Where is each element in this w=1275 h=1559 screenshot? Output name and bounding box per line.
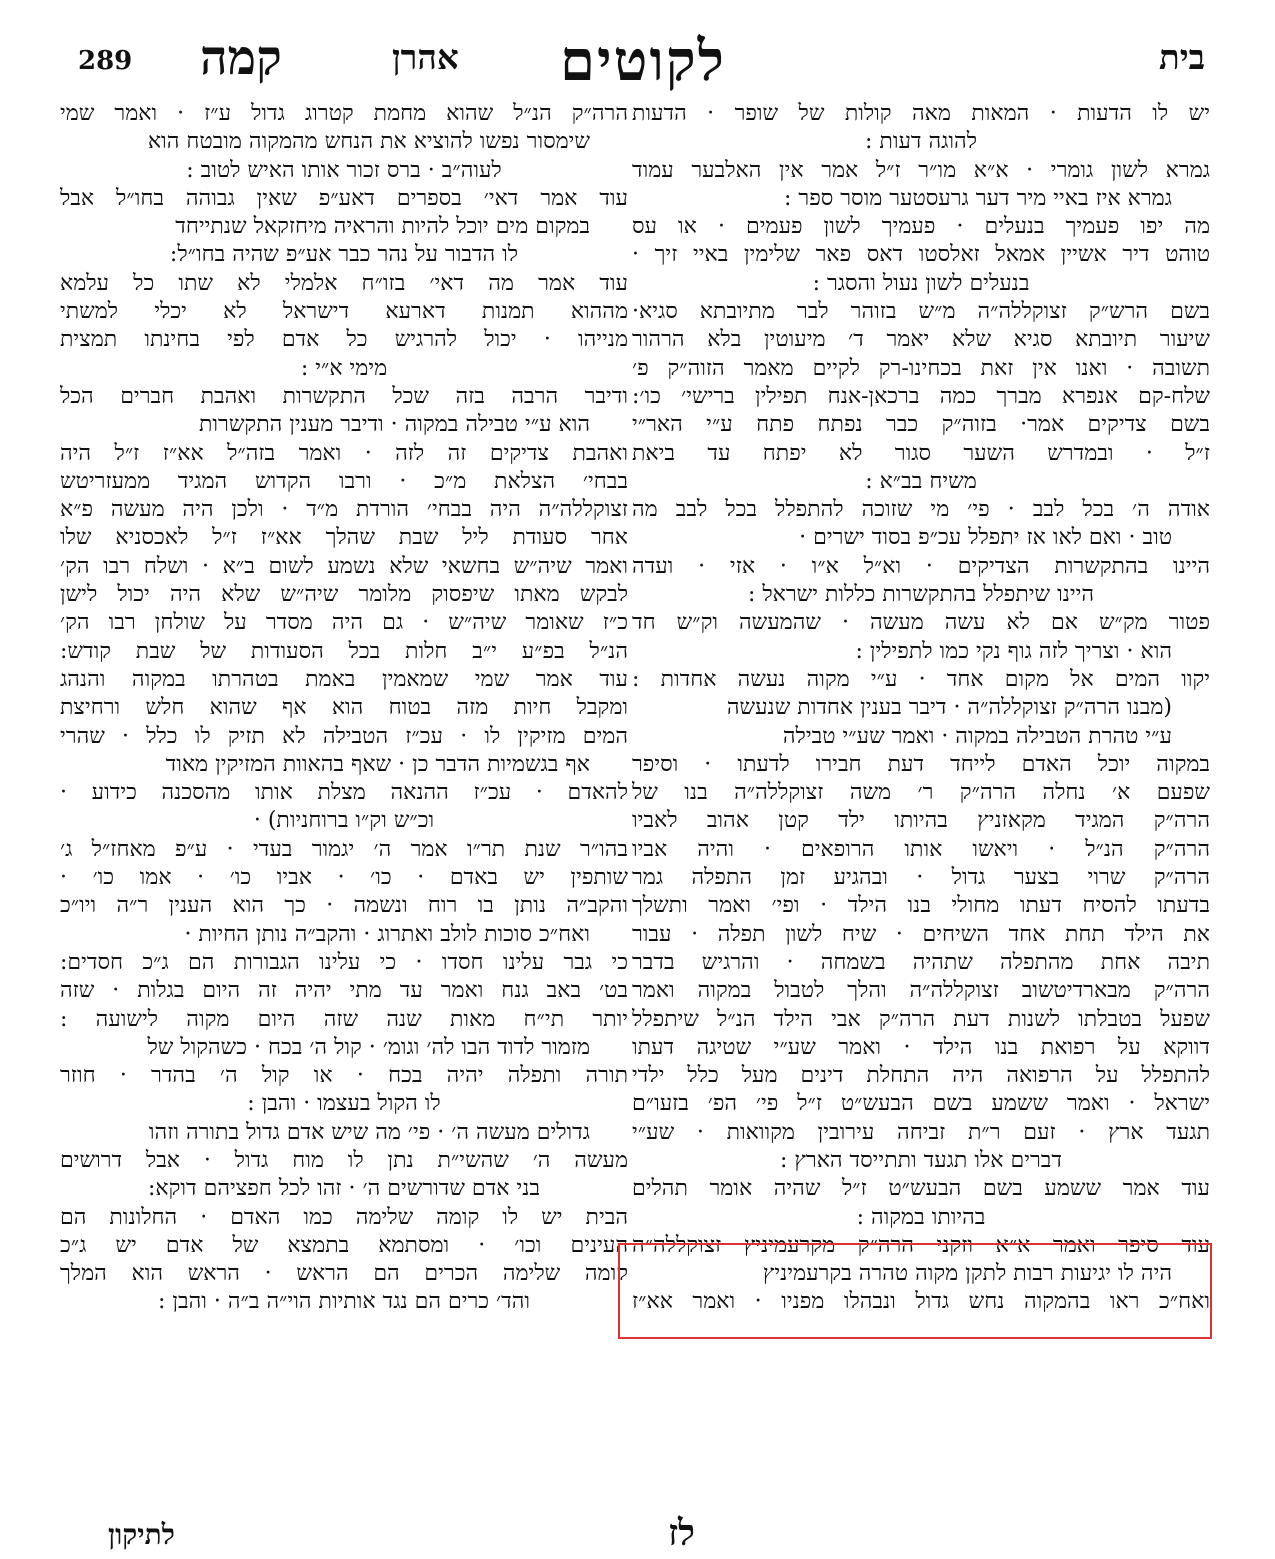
text-line: כי גבר עלינו חסדו · כי עלינו הגבורות הם ג״כ חסדים: [60,949,628,975]
text-line: אף בגשמיות הדבר כן · שאף בהאוות המזיקין מאוד [165,751,590,777]
text-line: ואח״כ סוכות לולב ואתרוג · והקב״ה נותן החיות · [184,921,590,947]
text-line: גדולים מעשה ה׳ · פי׳ מה שיש אדם גדול בתורה וזהו [148,1119,590,1145]
text-line: תורה ותפלה יהיה בכח · או קול ה׳ בהדר · חוזר [60,1063,628,1089]
text-line: לעוה״ב · ברס זכור אותו האיש לטוב : [186,157,502,183]
text-line: שיעור תיובתא סגיא שלא יאמר ד׳ מיעוטין בלא הרהור [632,327,1210,353]
text-line: (מבנו הרה״ק זצוקללה״ה · דיבר בענין אחדות שנעשה [726,695,1172,721]
text-line: יש לו הדעות · המאות מאה קולות של שופר · הדעות [632,101,1210,126]
text-line: ואמר שיה״ש בחשאי שלא נשמע לשום ב״א · ושלח רבו הק׳ [60,553,628,579]
text-line: ודיבר הרבה בזה שכל התקשרות ואהבת חברים הכל [60,383,628,409]
text-line: בשם צדיקים אמר· בזוה״ק כבר נפתח פתח ע״י האר״י [632,412,1210,438]
text-line: עוד אמר ששמע בשם הבעש״ט ז״ל שהיה אומר תהלים [632,1176,1210,1202]
left-column [60,100,628,1317]
text-line: ואח״כ ראו בהמקוה נחש גדול ונבהלו מפניו · ואמר אא״ז [632,1289,1210,1315]
text-line: במקוה יוכל האדם לייחד דעת חבירו לדעתו · וסיפר [632,751,1210,777]
text-line: אודה ה׳ בכל לבב · פי׳ מי שזוכה להתפלל בכל לבב מה [632,497,1210,523]
text-line: זצוקללה״ה היה בבחי׳ הורדת מ״ד · ולכן היה מעשה פ״א [60,497,628,523]
text-line: להתפלל על הרפואה היה התחלת דינים מעל כלל ילדי [632,1063,1210,1089]
right-column [632,100,1210,1317]
hebrew-page-number: קמה [200,30,282,86]
text-line: לו הקול בעצמו · והבן : [247,1091,441,1117]
text-line: לו הדבור על נהר כבר אע״פ שהיה בחו״ל: [169,242,519,268]
text-line: הרה״ק מבארדיטשוב זצוקללה״ה והלך לטבול במקוה ואמר [632,978,1210,1004]
text-line: להוגה דעות : [865,129,977,155]
signature-mark: לז [668,1512,695,1554]
text-line: ישראל · ואמר ששמע בשם הבעש״ט ז״ל פי׳ הפ׳ בזעו״ם [632,1091,1210,1117]
catchword: לתיקון [108,1518,175,1551]
text-line: בנעלים לשון נעול והסגר : [812,270,1030,296]
text-line: עוד אמר דאי׳ בספרים דאע״פ שאין גבוהה בחו״ל אבל [60,185,628,211]
text-line: הוא · וצריך לזה גוף נקי כמו לתפילין : [855,638,1172,664]
text-line: בדעתו להסיח דעתו מחולי בנו הילד · ופי׳ ואמר ותשלך [632,893,1210,919]
text-line: וכ״ש וק״ו ברוחניות) · [253,808,435,834]
text-line: כ״ז שאומר שיה״ש · גם היה מסדר על שולחן רבו הק׳ [60,610,628,636]
text-line: לבקש מאתו שיפסוק מלומר שיה״ש שלא היה יכול לישן [60,582,628,608]
text-line: יותר תי״ח מאות שנה שזה היום מקוה לישועה : [60,1006,628,1032]
text-line: קומה שלימה הכרים הם הראש · הראש הוא המלך [60,1261,628,1287]
text-line: מההוא תמנות דארעא דישראל לא יכלי למשתי [60,299,628,325]
text-line: המים מזיקין לו · עכ״ז הטבילה לא תזיק לו כלל · שהרי [60,723,628,749]
text-line: גמרא לשון גומרי · א״א מו״ר ז״ל אמר אין האלבער עמוד [632,157,1210,183]
text-line: שותפין יש באדם · כו׳ · אביו כו׳ · אמו כו׳ · [60,865,628,891]
text-line: והקב״ה נותן בו רוח ונשמה · כך הוא הענין ר״ה ויו״כ [60,893,628,919]
text-line: מה יפו פעמיך בנעלים · פעמיך לשון פעמים · או עס [632,214,1210,240]
text-line: טוב · ואם לאו אז יתפלל עכ״פ בסוד ישרים · [799,525,1172,551]
text-line: עוד אמר מה דאי׳ בזו״ח אלמלי לא שתו כל עלמא [60,270,628,296]
text-line: להאדם · עכ״ז ההנאה מצלת אותו מהסכנה כידוע · [60,780,628,806]
text-line: מזמור לדוד הבו לה׳ וגומ׳ · קול ה׳ בכח · כשהקול של [147,1034,590,1060]
text-line: במקום מים יוכל להיות והראיה מיחזקאל שנתייחד [175,214,590,240]
text-line: העינים וכו׳ · ומסתמא בתמצא של אדם יש ג״כ [60,1232,628,1258]
text-line: הוא ע״י טבילה במקוה · ודיבר מענין התקשרות [199,412,590,438]
text-line: בהיותו במקוה : [856,1204,986,1230]
text-line: בהו״ר שנת תר״ו אמר ה׳ יגמור בעדי · ע״פ מאחז״ל ג׳ [60,836,628,862]
text-line: ואהבת צדיקים זה לזה · ואמר בזה״ל אא״ז ז״ל היה [60,440,628,466]
text-line: פטור מק״ש אם לא עשה מעשה · שהמעשה וק״ש חד [632,610,1210,636]
text-line: את הילד תחת אחד השיחים · שיח לשון תפלה · עבור [632,921,1210,947]
text-line: הרה״ק המגיד מקאזניץ בהיותו ילד קטן אהוב לאביו [632,808,1210,834]
text-line: ומקבל חיות מזה בטוח הוא אף שהוא חלש ורחיצת [60,695,628,721]
text-line: ע״י טהרת הטבילה במקוה · ואמר שע״י טבילה [782,723,1172,749]
text-line: בט׳ באב גנח ואמר עד מתי יהיה זה היום בגלות · שזה [60,978,628,1004]
text-line: תשובה · ואנו אין זאת בכחינו-רק לקיים מאמר הזוה״ק פ׳ [632,355,1210,381]
text-line: הנ״ל בפ״ע י״ב חלות בכל הסעודות של שבת קודש: [60,638,628,664]
text-line: בני אדם שדורשים ה׳ · זהו לכל חפציהם דוקא: [148,1176,540,1202]
text-line: היה לו יגיעות רבות לתקן מקוה טהרה בקרעמיניץ [762,1261,1172,1287]
text-line: מנייהו · יכול להרגיש כל אדם לפי בחינתו תמצית [60,327,628,353]
text-line: יקוו המים אל מקום אחד · ע״י מקוה נעשה אחדות : [632,666,1210,692]
highlight-box [618,1243,1212,1339]
text-line: עוד סיפר ואמר א״א וזקני הרה״ק מקרעמיניץ זצוקללה״ה [632,1232,1210,1258]
text-line: מעשה ה׳ שהשי״ת נתן לו מוח גדול · אבל דרושים [60,1147,628,1173]
text-line: שפעם א׳ נחלה הרה״ק ר׳ משה זצוקללה״ה בנו של [632,780,1210,806]
page-number: 289 [78,46,133,76]
text-line: דברים אלו תגעד ותתייסד הארץ : [780,1147,1062,1173]
text-line: הבית יש לו קומה שלימה כמו האדם · החלונות הם [60,1204,628,1230]
text-line: בשם הרש״ק זצוקללה״ה מ״ש בזוהר לבר מתיובתא סגיא· [632,299,1210,325]
text-line: בבחי׳ הצלאת מ״כ · ורבו הקדוש המגיד ממעזריטש [60,468,628,494]
text-line: גמרא איז באיי מיר דער גרעסטער מוסר ספר : [784,185,1172,211]
text-line: מימי א״י : [300,355,388,381]
text-line: עוד אמר שמי שמאמין באמת בטהרתו במקוה והנהג [60,666,628,692]
text-line: היינו בהתקשרות הצדיקים · וא״ל א״ו · אזי · ועדה [632,553,1210,579]
text-line: ז״ל · ובמדרש השער סגור לא יפתח עד ביאת [632,440,1210,466]
text-line: הרה״ק הנ״ל שהוא מחמת קטרוג גדול ע״ז · ואמר שמי [60,101,628,126]
text-line: אחר סעודת ליל שבת שהלך אא״ז ז״ל לאכסניא שלו [60,525,628,551]
text-line: משיח בב״א : [865,468,977,494]
text-line: תגעד ארץ · זעם ר״ת זביחה עירובין מקוואות · שע״י [632,1119,1210,1145]
running-head-title: לקוטים [560,28,726,94]
running-head-right: בית [1158,38,1205,78]
text-line: שימסור נפשו להוציא את הנחש מהמקוה מובטח הוא [147,129,590,155]
text-line: היינו שיתפלל בהתקשרות כללות ישראל : [747,582,1095,608]
text-line: תיבה אחת מהתפלה שתהיה בשמחה · והרגיש בדבר [632,949,1210,975]
running-head-left: אהרן [392,38,459,78]
text-line: שלח-קם אנפרא מברך כמה ברכאן-אנח תפילין ברישי׳ כו׳: [632,383,1210,409]
text-line: דווקא על רפואת בנו הילד · ואמר שע״י שטיגה דעתו [632,1034,1210,1060]
text-line: טוהט דיר אשיין אמאל זאלסטו דאס פאר שלימין באיי זיך · [632,242,1210,268]
text-line: שפעל בטבלתו לשנות דעת הרה״ק אבי הילד הנ״ל שיתפלל [632,1006,1210,1032]
text-line: והד׳ כרים הם נגד אותיות הוי״ה ב״ה · והבן : [158,1289,530,1315]
text-line: הרה״ק הנ״ל · ויאשו אותו הרופאים · והיה אביו [632,836,1210,862]
text-line: הרה״ק שרוי בצער גדול · ובהגיע זמן התפלה גמר [632,865,1210,891]
